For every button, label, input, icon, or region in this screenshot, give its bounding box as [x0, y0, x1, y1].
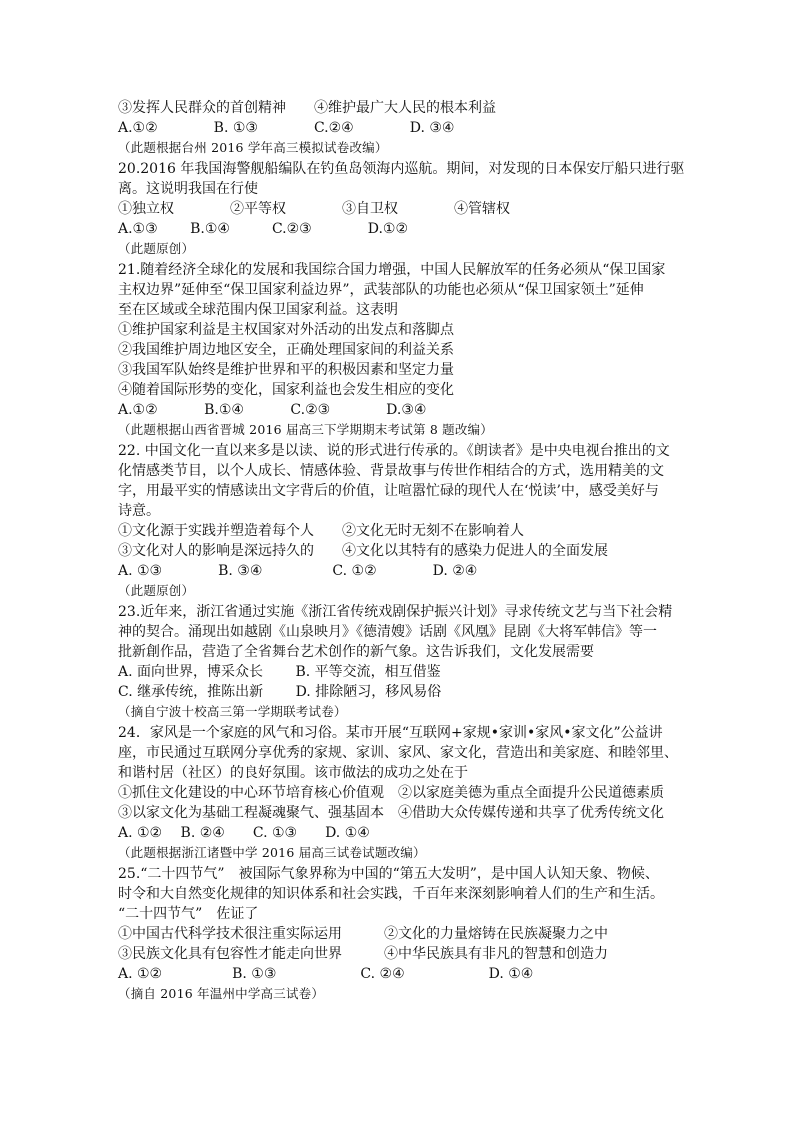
- q23-source-note: （摘自宁波十校高三第一学期联考试卷）: [118, 704, 347, 719]
- q25-stem-2: 时令和大自然变化规律的知识体系和社会实践，千百年来深刻影响着人们的生产和生活。: [118, 886, 664, 902]
- q22-stem-4: 诗意。: [118, 503, 160, 519]
- q20-stem-2: 离。这说明我国在行使: [118, 181, 258, 197]
- q21-stem-2: 主权边界”延伸至“保卫国家利益边界”，武装部队的功能也必须从“保卫国家领土”延伸: [118, 282, 644, 298]
- q22-options-1-2: ①文化源于实践并塑造着每个人 ②文化无时无刻不在影响着人: [118, 523, 524, 539]
- q21-option-1: ①维护国家利益是主权国家对外活动的出发点和落脚点: [118, 322, 454, 338]
- q25-answer-choices: A. ①② B. ①③ C. ②④ D. ①④: [118, 966, 534, 982]
- q20-answer-choices: A.①③ B.①④ C.②③ D.①②: [118, 221, 408, 237]
- q21-source-note: （此题根据山西省晋城 2016 届高三下学期期末考试第 8 题改编）: [118, 422, 493, 437]
- q21-option-2: ②我国维护周边地区安全，正确处理国家间的利益关系: [118, 342, 454, 358]
- q21-stem-3: 至在区域或全球范围内保卫国家利益。这表明: [118, 302, 398, 318]
- q22-answer-choices: A. ①③ B. ③④ C. ①② D. ②④: [118, 563, 478, 579]
- q21-answer-choices: A.①② B.①④ C.②③ D.③④: [118, 402, 427, 418]
- q22-options-3-4: ③文化对人的影响是深远持久的 ④文化以其特有的感染力促进人的全面发展: [118, 543, 608, 559]
- q24-source-note: （此题根据浙江诸暨中学 2016 届高三试卷试题改编）: [118, 845, 426, 860]
- q23-stem-1: 23.近年来，浙江省通过实施《浙江省传统戏剧保护振兴计划》寻求传统文艺与当下社会精: [118, 604, 673, 620]
- q20-source-note: （此题原创）: [118, 241, 195, 256]
- q21-option-3: ③我国军队始终是维护世界和平的积极因素和坚定力量: [118, 362, 454, 378]
- q24-options-3-4: ③以家文化为基础工程凝魂聚气、强基固本 ④借助大众传媒传递和共享了优秀传统文化: [118, 805, 664, 821]
- q22-source-note: （此题原创）: [118, 583, 195, 598]
- q25-options-3-4: ③民族文化具有包容性才能走向世界 ④中华民族具有非凡的智慧和创造力: [118, 946, 608, 962]
- q23-choices-a-b: A. 面向世界，博采众长 B. 平等交流，相互借鉴: [118, 664, 441, 680]
- q21-stem-1: 21.随着经济全球化的发展和我国综合国力增强，中国人民解放军的任务必须从“保卫国家: [118, 262, 666, 278]
- q22-stem-1: 22. 中国文化一直以来多是以读、说的形式进行传承的。《朗读者》是中央电视台推出的文: [118, 443, 670, 459]
- q24-options-1-2: ①抓住文化建设的中心环节培育核心价值观 ②以家庭美德为重点全面提升公民道德素质: [118, 785, 664, 801]
- q22-stem-2: 化情感类节目，以个人成长、情感体验、背景故事与传世作相结合的方式，选用精美的文: [118, 463, 664, 479]
- q24-stem-2: 座，市民通过互联网分享优秀的家规、家训、家风、家文化，营造出和美家庭、和睦邻里、: [118, 745, 678, 761]
- q23-stem-3: 批新創作品，营造了全省舞台艺术创作的新气象。这告诉我们，文化发展需要: [118, 644, 594, 660]
- q20-stem-1: 20.2016 年我国海警舰船编队在钓鱼岛领海内巡航。期间，对发现的日本保安厅船只进行驱: [118, 161, 685, 177]
- q25-stem-1: 25.“二十四节气” 被国际气象界称为中国的“第五大发明”，是中国人认知天象、物候、: [118, 866, 659, 882]
- q19-option-line-2: ③发挥人民群众的首创精神 ④维护最广大人民的根本利益: [118, 100, 496, 116]
- q25-source-note: （摘自 2016 年温州中学高三试卷）: [118, 986, 325, 1001]
- q22-stem-3: 字，用最平实的情感读出文字背后的价值，让喧嚣忙碌的现代人在‘悦读’中，感受美好与: [118, 483, 659, 499]
- q19-answer-choices: A.①② B. ①③ C.②④ D. ③④: [118, 120, 455, 136]
- q24-answer-choices: A. ①② B. ②④ C. ①③ D. ①④: [118, 825, 370, 841]
- q21-option-4: ④随着国际形势的变化，国家利益也会发生相应的变化: [118, 382, 454, 398]
- q23-choices-c-d: C. 继承传统，推陈出新 D. 排除陋习，移风易俗: [118, 684, 442, 700]
- q23-stem-2: 神的契合。涌现出如越剧《山泉映月》《德清嫂》话剧《风凰》昆剧《大将军韩信》等一: [118, 624, 657, 640]
- q24-stem-3: 和谐村居（社区）的良好氛围。该市做法的成功之处在于: [118, 765, 468, 781]
- q25-stem-3: “二十四节气” 佐证了: [118, 906, 259, 922]
- q25-options-1-2: ①中国古代科学技术很注重实际运用 ②文化的力量熔铸在民族凝聚力之中: [118, 926, 608, 942]
- q19-source-note: （此题根据台州 2016 学年高三模拟试卷改编）: [118, 140, 388, 155]
- q24-stem-1: 24．家风是一个家庭的风气和习俗。某市开展“互联网+家规•家训•家风•家文化”公益讲: [118, 725, 663, 741]
- q20-options: ①独立权 ②平等权 ③自卫权 ④管辖权: [118, 201, 510, 217]
